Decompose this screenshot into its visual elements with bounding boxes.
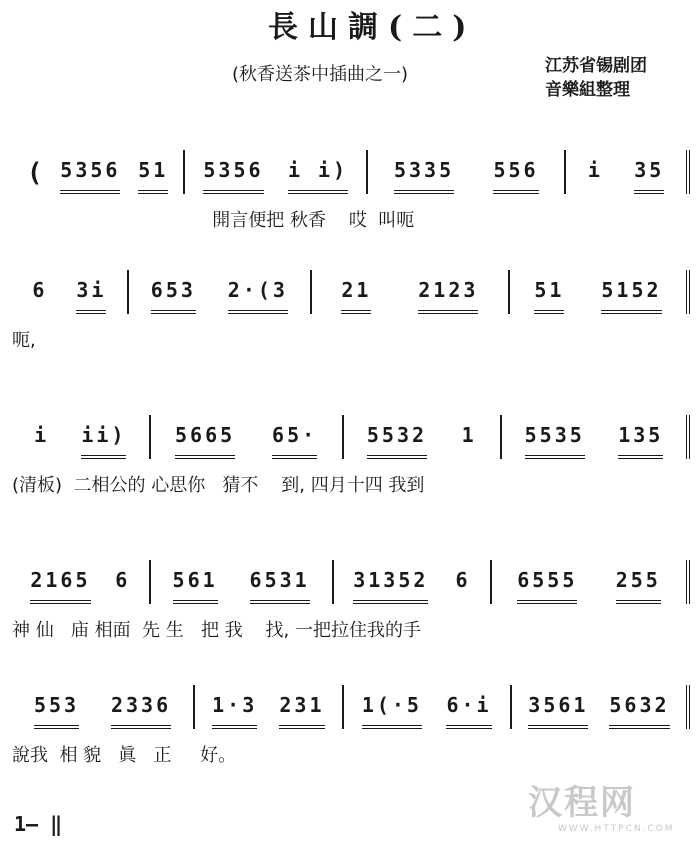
measure xyxy=(12,560,151,604)
measure xyxy=(492,560,690,604)
credit xyxy=(545,54,647,102)
note: 6 xyxy=(32,278,48,302)
watermark-url: WWW.HTTPCN.COM xyxy=(558,824,675,834)
lyrics-line: 開言便把 秋香 哎 叫呃 xyxy=(12,210,415,231)
lyrics-line: 呃, xyxy=(12,330,36,351)
credit-line-1: 江苏省锡剧团 xyxy=(545,56,647,76)
measure xyxy=(129,270,312,314)
note-group: 5632 xyxy=(609,693,669,729)
note: i xyxy=(587,158,603,182)
note-group: 1·3 xyxy=(212,693,257,729)
note-group: 51 xyxy=(534,278,564,314)
staff-row xyxy=(0,560,700,670)
note-group: 2165 xyxy=(30,568,90,604)
note-group: 2123 xyxy=(418,278,478,314)
note-group: 231 xyxy=(279,693,324,729)
note-group: i i) xyxy=(288,158,348,194)
note: i xyxy=(34,423,50,447)
staff-row xyxy=(0,415,700,525)
note-group: 653 xyxy=(151,278,196,314)
note-group: 5356 xyxy=(203,158,263,194)
note-group: 2·(3 xyxy=(228,278,288,314)
measure xyxy=(12,415,151,459)
measure xyxy=(185,150,368,194)
note-group: 5152 xyxy=(601,278,661,314)
note-group: 5335 xyxy=(394,158,454,194)
lyrics-line: 神 仙 庙 相面 先 生 把 我 找, 一把拉住我的手 xyxy=(12,620,421,641)
note-group: 6555 xyxy=(517,568,577,604)
staff-row xyxy=(0,150,700,260)
watermark-logo: 汉程网 xyxy=(528,783,636,823)
notes-line xyxy=(12,560,690,604)
measure xyxy=(512,685,690,729)
note-group: 3561 xyxy=(528,693,588,729)
measure xyxy=(151,560,334,604)
note-group: 5356 xyxy=(60,158,120,194)
note-group: 5532 xyxy=(367,423,427,459)
credit-line-2: 音樂組整理 xyxy=(545,80,630,100)
note-group: 21 xyxy=(341,278,371,314)
measure xyxy=(12,270,129,314)
note-group: 556 xyxy=(493,158,538,194)
notes-line xyxy=(12,415,690,459)
measure xyxy=(151,415,344,459)
note-group: ii) xyxy=(81,423,126,459)
notes-line xyxy=(12,270,690,314)
note-group: 6·i xyxy=(446,693,491,729)
lyrics-line: 說我 相 貌 眞 正 好。 xyxy=(12,745,237,766)
note-group: 5535 xyxy=(525,423,585,459)
open-paren: ( xyxy=(26,158,43,188)
note-group: 135 xyxy=(618,423,663,459)
notes-line xyxy=(12,150,690,194)
lyrics-line: (清板) 二相公的 心思你 猜不 到, 四月十四 我到 xyxy=(12,475,425,496)
measure xyxy=(195,685,343,729)
measure xyxy=(334,560,492,604)
note-group: 255 xyxy=(616,568,661,604)
note-group: 553 xyxy=(34,693,79,729)
measure xyxy=(368,150,566,194)
measure xyxy=(12,150,185,194)
measure xyxy=(344,685,512,729)
note-group: 1(·5 xyxy=(362,693,422,729)
staff-row xyxy=(0,270,700,380)
note-group: 5665 xyxy=(175,423,235,459)
notes-line xyxy=(12,685,690,729)
note-group: 561 xyxy=(173,568,218,604)
note-group: 65· xyxy=(272,423,317,459)
page-title: 長山調(二) xyxy=(268,10,477,45)
measure xyxy=(312,270,510,314)
measure xyxy=(502,415,690,459)
measure xyxy=(566,150,690,194)
note: 6 xyxy=(115,568,131,592)
note-group: 3i xyxy=(76,278,106,314)
note-group: 2336 xyxy=(111,693,171,729)
final-notes: 1— ‖ xyxy=(14,812,63,836)
note-group: 6531 xyxy=(250,568,310,604)
note-group: 35 xyxy=(634,158,664,194)
measure xyxy=(12,685,195,729)
measure xyxy=(344,415,502,459)
note: 6 xyxy=(455,568,471,592)
note-group: 31352 xyxy=(353,568,428,604)
measure xyxy=(510,270,690,314)
subtitle: (秋香送茶中插曲之一) xyxy=(232,64,409,85)
note: 1 xyxy=(461,423,477,447)
watermark xyxy=(528,775,675,834)
note-group: 51 xyxy=(138,158,168,194)
